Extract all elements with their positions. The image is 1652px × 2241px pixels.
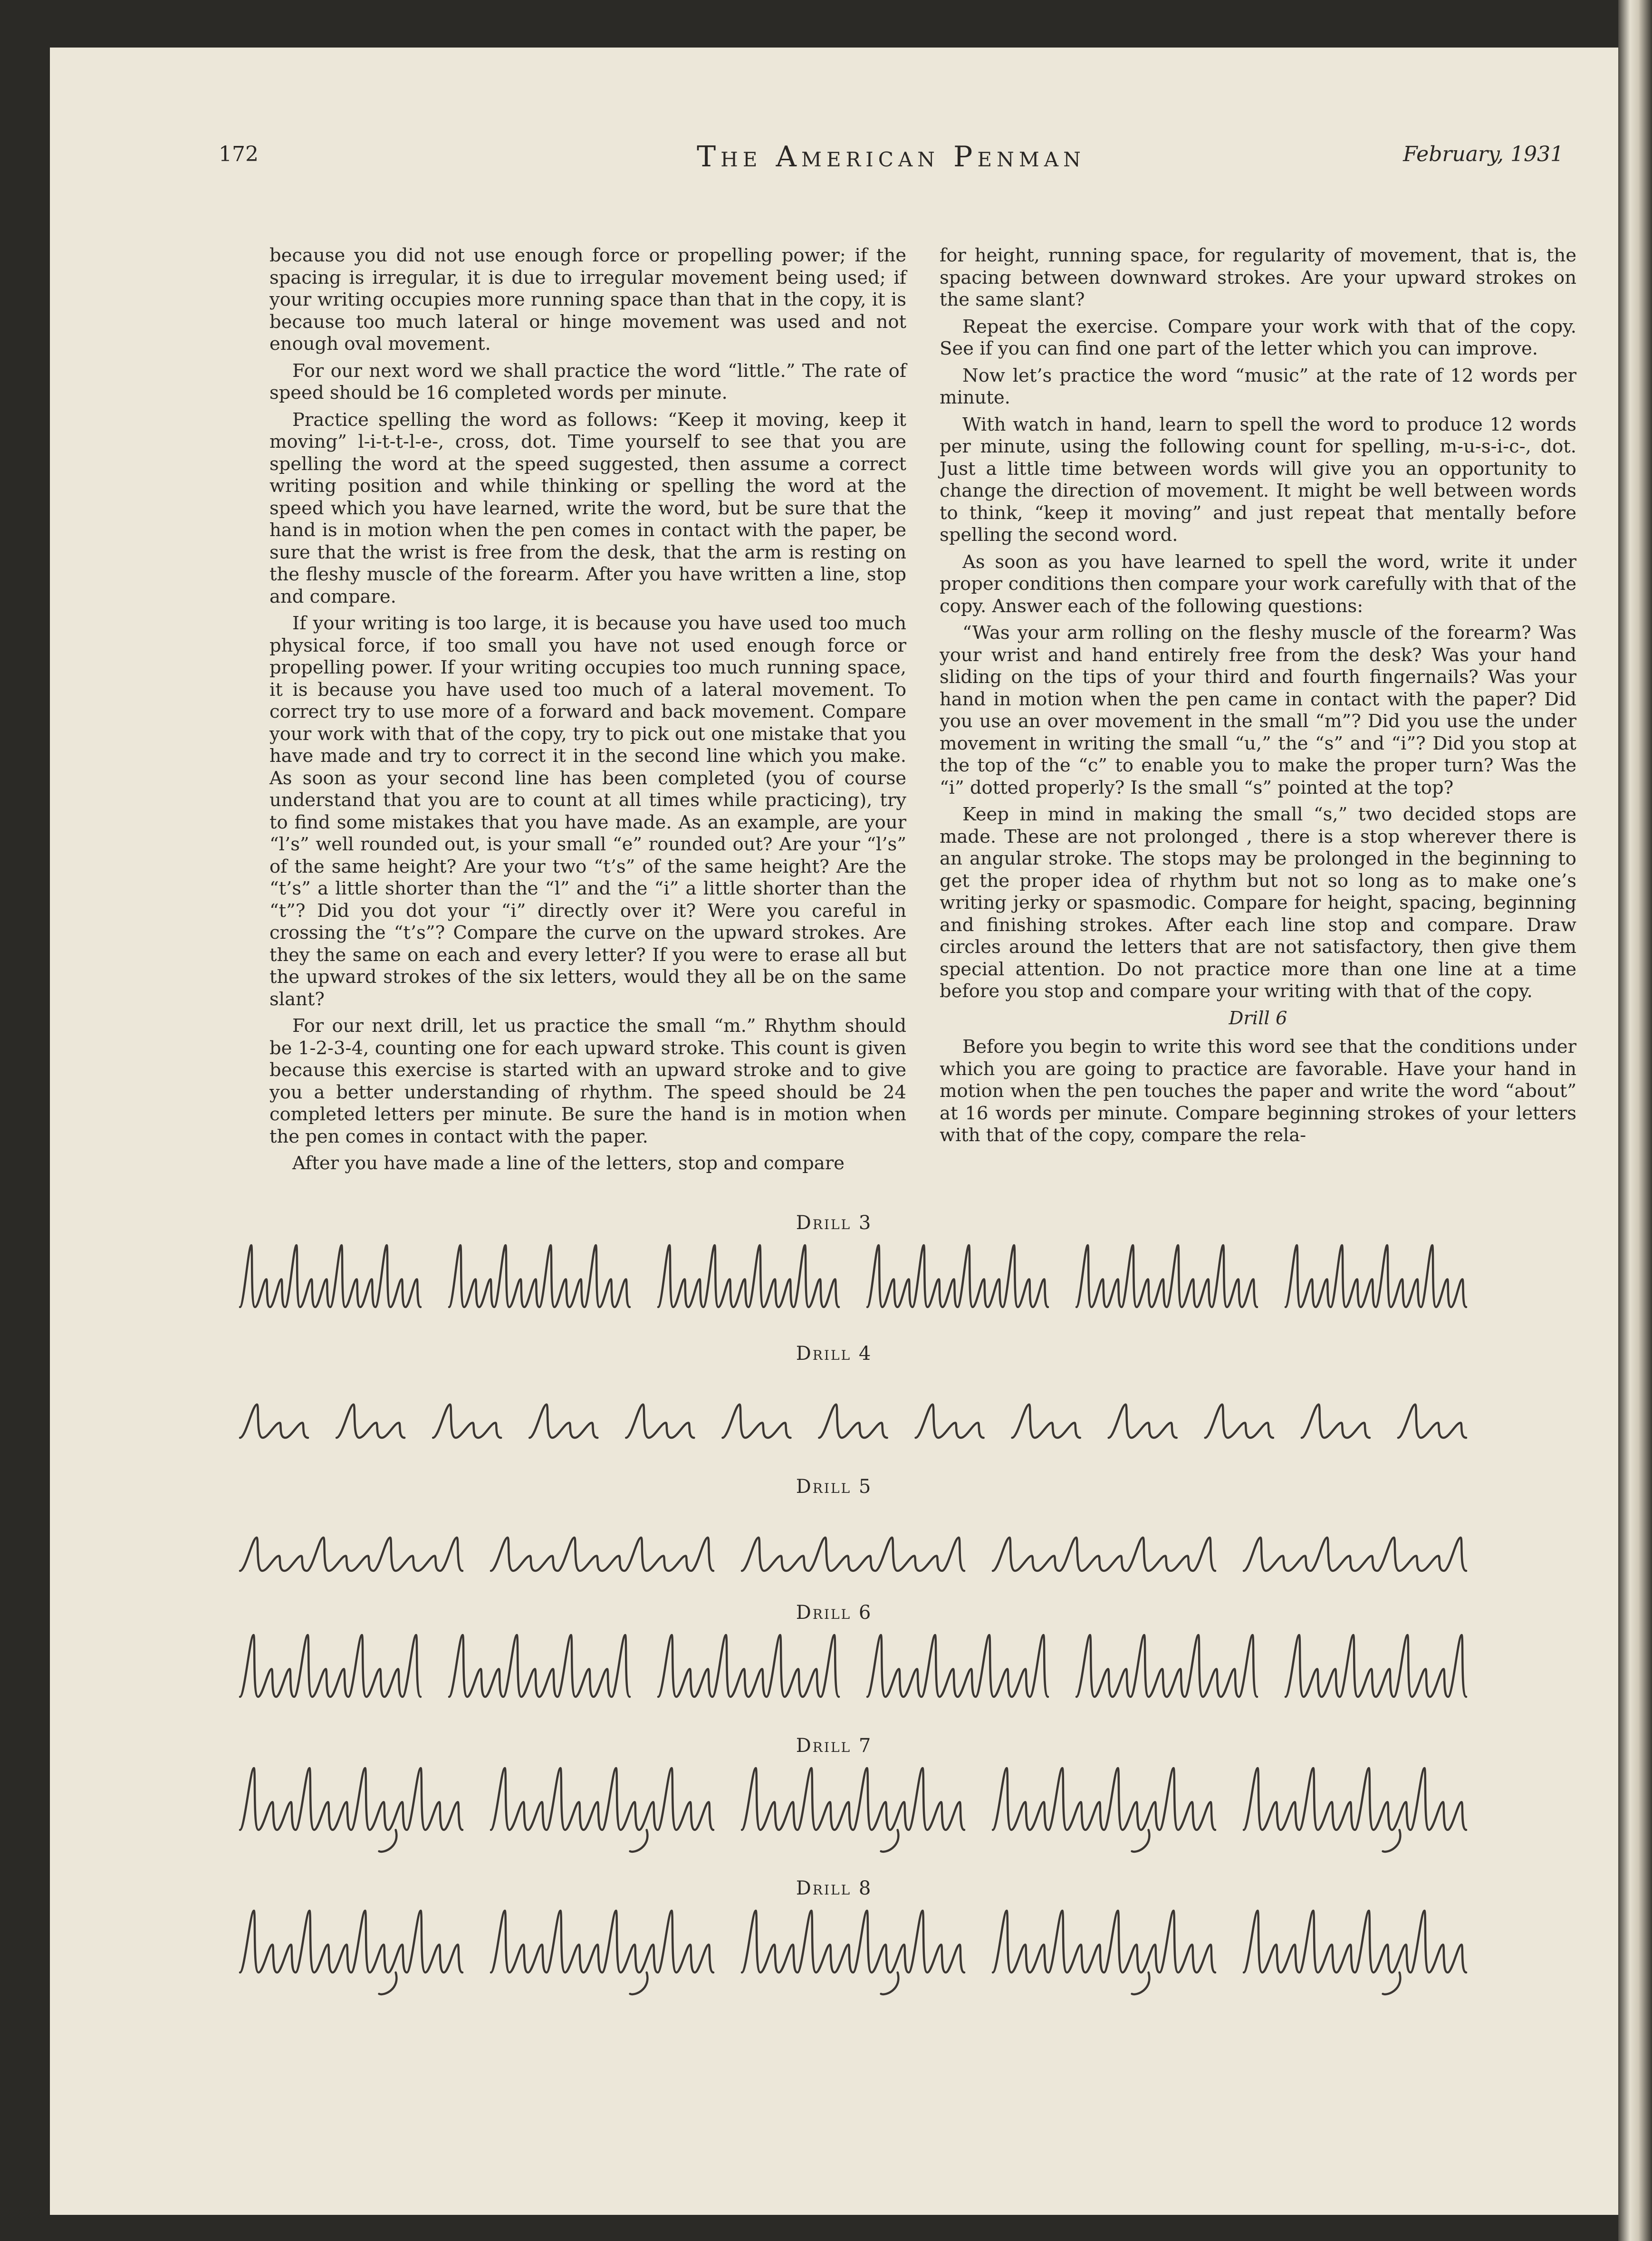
paragraph: As soon as you have learned to spell the word, write it under proper conditions then compare your work carefully with that of the copy. Answer each of the following questions: xyxy=(940,551,1576,617)
paragraph: because you did not use enough force or propelling power; if the spacing is irregular, it is due to irregular movement being used; if your writing occupies more running space than that in the copy, it is because too much lateral or hinge movement was used and not enough oval movement. xyxy=(269,245,906,355)
drill-6-heading: Drill 6 xyxy=(1229,1007,1287,1029)
script-word-copy xyxy=(1244,1538,1466,1571)
drill-8-label: Drill 8 xyxy=(796,1877,873,1899)
paragraph: With watch in hand, learn to spell the word to produce 12 words per minute, using the following count for spelling, m-u-s-i-c-, dot. Just a little time between words will give you an opportunity to change the direction of movement. It might be well between words to think, “keep it moving” and just repeat that mentally before spelling the second word. xyxy=(940,414,1576,546)
script-word-copy xyxy=(1244,1911,1466,1972)
drill-8-script xyxy=(211,1906,1495,1996)
script-word-copy xyxy=(1012,1404,1080,1438)
script-word-copy xyxy=(240,1768,462,1830)
script-word-copy xyxy=(529,1404,597,1438)
drill-6-script xyxy=(211,1630,1495,1721)
script-word-copy xyxy=(1286,1245,1466,1307)
drill-3-label: Drill 3 xyxy=(796,1212,873,1234)
script-descender xyxy=(881,1830,899,1852)
paragraph: Before you begin to write this word see that the conditions under which you are going to practice are favorable. Have your hand in motion when the pen touches the paper and write the word “about” at 16 words per minute. Compare beginning strokes of your letters with that of the copy, compare the rela- xyxy=(940,1036,1576,1146)
script-word-copy xyxy=(449,1635,630,1697)
script-word-copy xyxy=(658,1245,839,1307)
paragraph: If your writing is too large, it is because you have used too much physical force, if too small you have not used enough force or propelling power. If your writing occupies too much running space, it is because you have used too much of a lateral movement. To correct try to use more of a forward and back movement. Compare your work with that of the copy, try to pick out one mistake that you have made and try to correct it in the second line which you make. As soon as your second line has been completed (you of course understand that you are to count at all times while practicing), try to find some mistakes that you have made. As an example, are your “l’s” well rounded out, is your small “e” rounded out? Are your “l’s” of the same height? Are your two “t’s” of the same height? Are the “t’s” a little shorter than the “l” and the “i” a little shorter than the “t”? Did you dot your “i” directly over it? Were you careful in crossing the “t’s”? Compare the curve on the upward strokes. Are they the same on each and every letter? If you were to erase all but the upward strokes of the six letters, would they all be on the same slant? xyxy=(269,613,906,1010)
script-word-copy xyxy=(240,1911,462,1972)
drill-3-script xyxy=(211,1241,1495,1331)
script-word-copy xyxy=(1398,1404,1466,1438)
script-word-copy xyxy=(916,1404,984,1438)
script-descender xyxy=(630,1830,648,1852)
paragraph: Now let’s practice the word “music” at the rate of 12 words per minute. xyxy=(940,365,1576,408)
drill-4-script xyxy=(211,1371,1495,1462)
script-descender xyxy=(1383,1972,1401,1994)
right-column xyxy=(940,245,1576,1152)
script-word-copy xyxy=(240,1245,421,1307)
paragraph: Practice spelling the word as follows: “Keep it moving, keep it moving” l-i-t-t-l-e-, cross, dot. Time yourself to see that you are spelling the word at the speed suggested, then assume a correct writing position and while thinking or spelling the word at the speed which you have learned, write the word, but be sure that the hand is in motion when the pen comes in contact with the paper, be sure that the wrist is free from the desk, that the arm is resting on the fleshy muscle of the forearm. After you have written a line, stop and compare. xyxy=(269,409,906,607)
script-word-copy xyxy=(1302,1404,1370,1438)
journal-page xyxy=(50,48,1618,2215)
paragraph: For our next drill, let us practice the small “m.” Rhythm should be 1-2-3-4, counting one for each upward stroke. This count is given because this exercise is started with an upward stroke and to give you a better understanding of rhythm. The speed should be 24 completed letters per minute. Be sure the hand is in motion when the pen comes in contact with the paper. xyxy=(269,1015,906,1147)
script-word-copy xyxy=(491,1911,713,1972)
script-word-copy xyxy=(336,1404,404,1438)
drill-5-script xyxy=(211,1504,1495,1595)
script-descender xyxy=(881,1972,899,1994)
script-descender xyxy=(1383,1830,1401,1852)
script-word-copy xyxy=(742,1538,964,1571)
paragraph: “Was your arm rolling on the fleshy muscle of the forearm? Was your wrist and hand entirely free from the desk? Was your hand sliding on the tips of your third and fourth fingernails? Was your hand in motion when the pen came in contact with the paper? Did you use an over movement in the small “m”? Did you use the under movement in writing the small “u,” the “s” and “i”? Did you stop at the top of the “c” to enable you to make the proper turn? Was the “i” dotted properly? Is the small “s” pointed at the top? xyxy=(940,622,1576,798)
paragraph: For our next word we shall practice the word “little.” The rate of speed should be 16 completed words per minute. xyxy=(269,360,906,404)
script-word-copy xyxy=(867,1245,1048,1307)
script-word-copy xyxy=(993,1911,1215,1972)
paragraph: Repeat the exercise. Compare your work with that of the copy. See if you can find one part of the letter which you can improve. xyxy=(940,316,1576,359)
script-word-copy xyxy=(240,1538,462,1571)
drill-4-label: Drill 4 xyxy=(796,1343,873,1365)
page-header xyxy=(219,140,1564,178)
script-word-copy xyxy=(626,1404,694,1438)
drill-7-label: Drill 7 xyxy=(796,1735,873,1757)
script-word-copy xyxy=(722,1404,790,1438)
script-word-copy xyxy=(1244,1768,1466,1830)
script-descender xyxy=(1132,1830,1150,1852)
script-word-copy xyxy=(993,1538,1215,1571)
drill-6-label: Drill 6 xyxy=(796,1602,873,1624)
left-column xyxy=(269,245,906,1180)
script-word-copy xyxy=(819,1404,887,1438)
script-word-copy xyxy=(1076,1635,1257,1697)
script-word-copy xyxy=(240,1404,308,1438)
drill-7-script xyxy=(211,1763,1495,1854)
paragraph: Keep in mind in making the small “s,” two decided stops are made. These are not prolonged , there is a stop wherever there is an angular stroke. The stops may be prolonged in the beginning to get the proper idea of rhythm but not so long as to make one’s writing jerky or spasmodic. Compare for height, spacing, beginning and finishing strokes. After each line stop and compare. Draw circles around the letters that are not satisfactory, then give them special attention. Do not practice more than one line at a time before you stop and compare your writing with that of the copy. xyxy=(940,804,1576,1002)
article-columns xyxy=(269,245,1576,1195)
script-word-copy xyxy=(1286,1635,1466,1697)
script-word-copy xyxy=(1109,1404,1177,1438)
script-word-copy xyxy=(867,1635,1048,1697)
script-descender xyxy=(379,1830,397,1852)
script-word-copy xyxy=(993,1768,1215,1830)
journal-title: The American Penman xyxy=(697,140,1085,173)
script-word-copy xyxy=(449,1245,630,1307)
script-descender xyxy=(379,1972,397,1994)
penmanship-drills xyxy=(50,1212,1618,1996)
page-binding-edge xyxy=(1618,0,1652,2241)
page-number: 172 xyxy=(219,142,259,166)
script-word-copy xyxy=(658,1635,839,1697)
script-word-copy xyxy=(1076,1245,1257,1307)
script-word-copy xyxy=(240,1635,421,1697)
script-word-copy xyxy=(433,1404,501,1438)
script-word-copy xyxy=(491,1768,713,1830)
drill-5-label: Drill 5 xyxy=(796,1476,873,1498)
issue-date: February, 1931 xyxy=(1403,142,1564,166)
script-descender xyxy=(630,1972,648,1994)
paragraph: After you have made a line of the letters, stop and compare xyxy=(292,1153,845,1174)
paragraph: for height, running space, for regularity of movement, that is, the spacing between downward strokes. Are your upward strokes on the same slant? xyxy=(940,245,1576,310)
script-descender xyxy=(1132,1972,1150,1994)
script-word-copy xyxy=(1205,1404,1273,1438)
script-word-copy xyxy=(742,1768,964,1830)
script-word-copy xyxy=(742,1911,964,1972)
script-word-copy xyxy=(491,1538,713,1571)
